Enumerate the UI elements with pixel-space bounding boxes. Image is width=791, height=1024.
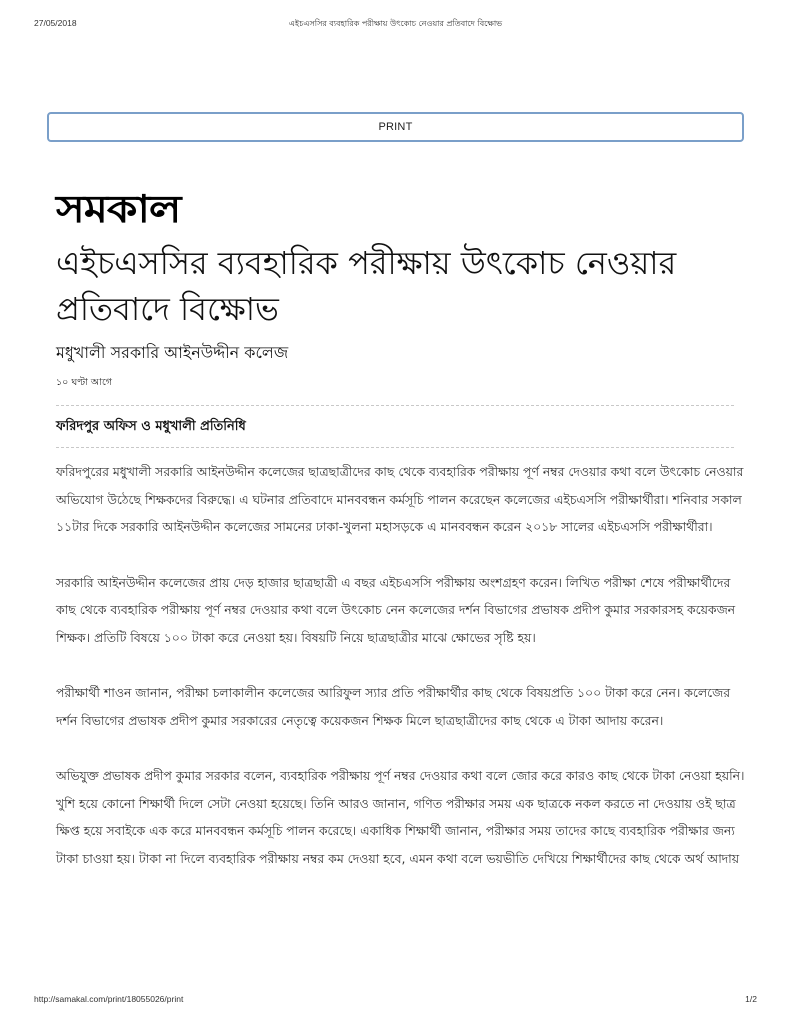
article-headline: এইচএসসির ব্যবহারিক পরীক্ষায় উৎকোচ নেওয়ার প্রতিবাদে বিক্ষোভ xyxy=(56,244,677,328)
print-doc-title: এইচএসসির ব্যবহারিক পরীক্ষায় উৎকোচ নেওয়ার প্রতিবাদে বিক্ষোভ xyxy=(288,19,503,28)
article-paragraph: অভিযুক্ত প্রভাষক প্রদীপ কুমার সরকার বলেন, ব্যবহারিক পরীক্ষায় পূর্ণ নম্বর দেওয়ার কথা বলে জোর করে কারও কাছ থেকে টাকা নেওয়া হয়নি। খুশি হয়ে কোনো শিক্ষার্থী দিলে সেটা নেওয়া হয়েছে। তিনি আরও জানান, গণিত পরীক্ষার সময় এক ছাত্রকে নকল করতে না দেওয়ায় ওই ছাত্র ক্ষিপ্ত হয়ে সবাইকে এক করে মানববন্ধন কর্মসূচি পালন করেছে। একাধিক শিক্ষার্থী জানান, পরীক্ষার সময় তাদের কাছে ব্যবহারিক পরীক্ষার জন্য টাকা চাওয়া হয়। টাকা না দিলে ব্যবহারিক পরীক্ষায় নম্বর কম দেওয়া হবে, এমন কথা বলে ভয়ভীতি দেখিয়ে শিক্ষার্থীদের কাছ থেকে অর্থ আদায় xyxy=(56,768,745,866)
article-timestamp: ১০ ঘণ্টা আগে xyxy=(56,377,113,388)
print-date: 27/05/2018 xyxy=(34,18,77,28)
print-button[interactable]: PRINT xyxy=(47,112,744,142)
byline-divider-bottom xyxy=(56,447,734,448)
article-subheadline: মধুখালী সরকারি আইনউদ্দীন কলেজ xyxy=(56,343,289,362)
article-paragraph: সরকারি আইনউদ্দীন কলেজের প্রায় দেড় হাজার ছাত্রছাত্রী এ বছর এইচএসসি পরীক্ষায় অংশগ্রহণ করেন। লিখিত পরীক্ষা শেষে পরীক্ষার্থীদের কাছ থেকে ব্যবহারিক পরীক্ষায় পূর্ণ নম্বর দেওয়ার কথা বলে উৎকোচ নেন কলেজের দর্শন বিভাগের প্রভাষক প্রদীপ কুমার সরকারসহ কয়েকজন শিক্ষক। প্রতিটি বিষয়ে ১০০ টাকা করে নেওয়া হয়। বিষয়টি নিয়ে ছাত্রছাত্রীর মাঝে ক্ষোভের সৃষ্টি হয়। xyxy=(56,574,736,645)
page-number: 1/2 xyxy=(745,994,757,1004)
article-paragraph: ফরিদপুরের মধুখালী সরকারি আইনউদ্দীন কলেজের ছাত্রছাত্রীদের কাছ থেকে ব্যবহারিক পরীক্ষায় পূর্ণ নম্বর দেওয়ার কথা বলে উৎকোচ নেওয়ার অভিযোগ উঠেছে শিক্ষকদের বিরুদ্ধে। এ ঘটনার প্রতিবাদে মানববন্ধন কর্মসূচি পালন করেছেন কলেজের এইচএসসি পরীক্ষার্থীরা। শনিবার সকাল ১১টার দিকে সরকারি আইনউদ্দীন কলেজের সামনের ঢাকা-খুলনা মহাসড়কে এ মানববন্ধন করেন ২০১৮ সালের এইচএসসি পরীক্ষার্থীরা। xyxy=(56,464,744,534)
print-url: http://samakal.com/print/18055026/print xyxy=(34,994,184,1004)
print-footer xyxy=(0,994,791,1008)
article-byline: ফরিদপুর অফিস ও মধুখালী প্রতিনিধি xyxy=(56,419,246,434)
samakal-logo: সমকাল xyxy=(56,186,181,231)
byline-divider-top xyxy=(56,405,734,406)
article-body xyxy=(56,458,746,900)
article-paragraph: পরীক্ষার্থী শাওন জানান, পরীক্ষা চলাকালীন কলেজের আরিফুল স্যার প্রতি পরীক্ষার্থীর কাছ থেকে বিষয়প্রতি ১০০ টাকা করে নেন। কলেজের দর্শন বিভাগের প্রভাষক প্রদীপ কুমার সরকারের নেতৃত্বে কয়েকজন শিক্ষক মিলে ছাত্রছাত্রীদের কাছ থেকে এ টাকা আদায় করেন। xyxy=(56,685,731,728)
print-header xyxy=(0,18,791,32)
